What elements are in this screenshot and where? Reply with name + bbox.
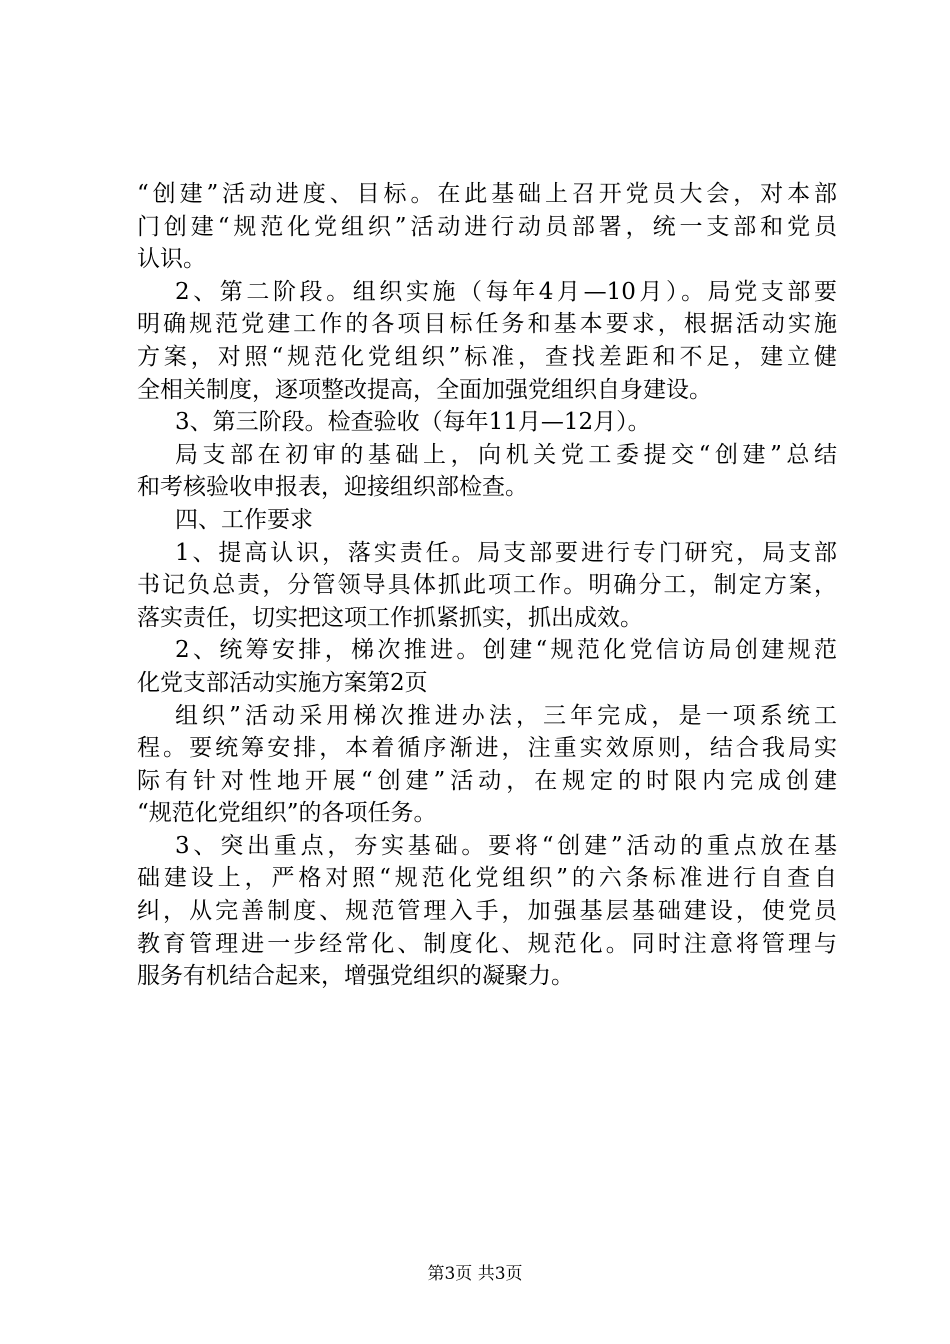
section-heading: 四、工作要求 [175, 506, 313, 533]
text-line: 2、第二阶段。组织实施（每年4月—10月）。局党支部要 [175, 278, 837, 305]
text-line: 教育管理进一步经常化、制度化、规范化。同时注意将管理与 [137, 930, 837, 957]
text-line: 组织”活动采用梯次推进办法，三年完成，是一项系统工 [175, 702, 837, 729]
text-line: “创建”活动进度、目标。在此基础上召开党员大会，对本部 [137, 181, 837, 207]
text-line: 际有针对性地开展“创建”活动，在规定的时限内完成创建 [137, 767, 837, 794]
text-line: 全相关制度，逐项整改提高，全面加强党组织自身建设。 [137, 376, 712, 403]
text-line: 服务有机结合起来，增强党组织的凝聚力。 [137, 963, 574, 990]
text-line: 3、第三阶段。检查验收（每年11月—12月）。 [175, 409, 651, 436]
text-line: 明确规范党建工作的各项目标任务和基本要求，根据活动实施 [137, 311, 837, 338]
text-line: 化党支部活动实施方案第2页 [137, 669, 428, 696]
document-body [137, 178, 837, 993]
text-line: 门创建“规范化党组织”活动进行动员部署，统一支部和党员 [137, 213, 837, 240]
text-line: 局支部在初审的基础上，向机关党工委提交“创建”总结 [175, 441, 837, 468]
text-line: 1、提高认识，落实责任。局支部要进行专门研究，局支部 [175, 539, 837, 566]
text-line: 认识。 [137, 246, 206, 273]
text-line: “规范化党组织”的各项任务。 [137, 800, 437, 827]
text-line: 3、突出重点，夯实基础。要将“创建”活动的重点放在基 [175, 832, 837, 859]
text-line: 础建设上，严格对照“规范化党组织”的六条标准进行自查自 [137, 865, 837, 892]
text-line: 程。要统筹安排，本着循序渐进，注重实效原则，结合我局实 [137, 735, 837, 762]
text-line: 落实责任，切实把这项工作抓紧抓实，抓出成效。 [137, 604, 643, 631]
text-line: 和考核验收申报表，迎接组织部检查。 [137, 474, 528, 501]
text-line: 书记负总责，分管领导具体抓此项工作。明确分工，制定方案， [137, 572, 837, 599]
page-number: 第3页 共3页 [427, 1264, 523, 1284]
text-line: 方案，对照“规范化党组织”标准，查找差距和不足，建立健 [137, 343, 837, 370]
text-line: 2、统筹安排，梯次推进。创建“规范化党信访局创建规范 [175, 637, 837, 664]
text-line: 纠，从完善制度、规范管理入手，加强基层基础建设，使党员 [137, 898, 837, 925]
